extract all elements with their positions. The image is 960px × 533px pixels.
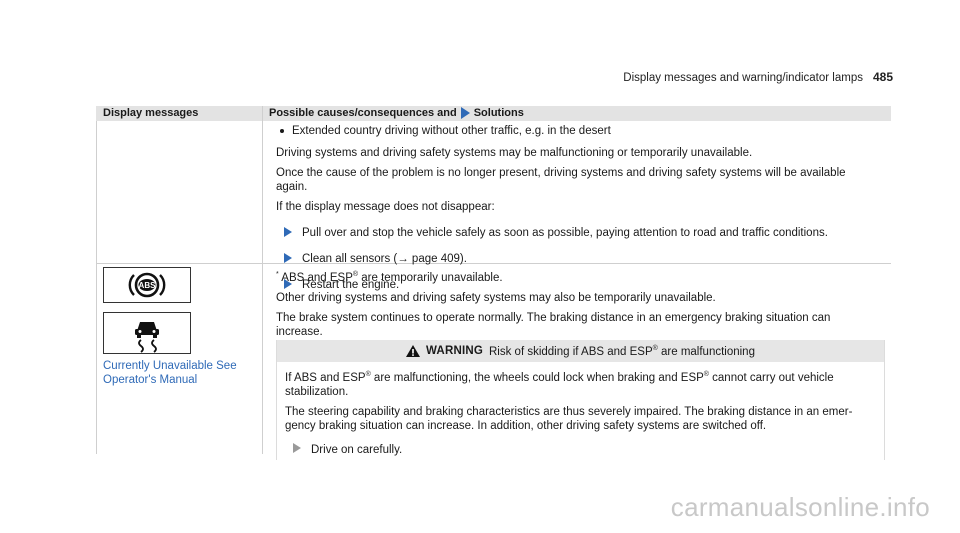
row2-line-1-a: ABS and ESP — [281, 271, 353, 284]
registered-mark: ® — [352, 271, 359, 278]
warning-p1-c: cannot carry out vehicle — [708, 371, 834, 384]
action-step — [284, 252, 881, 266]
warning-heading — [489, 345, 755, 358]
running-head — [623, 70, 893, 84]
row1-paragraph-2-line2: again. — [276, 181, 308, 193]
registered-mark: ® — [365, 371, 371, 378]
column-divider — [262, 106, 263, 454]
warning-box — [276, 340, 885, 460]
warning-paragraph-1 — [285, 368, 877, 399]
abs-lamp-graphic — [104, 268, 190, 302]
page-number: 485 — [872, 70, 893, 84]
bullet-icon — [280, 129, 284, 133]
warning-header — [277, 340, 884, 362]
registered-mark: ® — [652, 344, 658, 352]
row1-paragraph-2 — [276, 166, 881, 194]
row2-line-1 — [276, 268, 881, 285]
action-arrow-icon — [284, 227, 292, 237]
display-message-line2: Operator's Manual — [103, 374, 198, 386]
messages-table — [96, 106, 891, 454]
row2-paragraph-1: Other driving systems and driving safety systems may also be temporarily unavailable. — [276, 291, 716, 304]
esp-skid-lamp-icon — [103, 312, 191, 354]
watermark: carmanualsonline.info — [670, 492, 930, 522]
footnote-star: * — [276, 271, 279, 278]
warning-heading-a: Risk of skidding if ABS and ESP — [489, 345, 653, 358]
row1-bullet-text: Extended country driving without other traffic, e.g. in the desert — [292, 125, 611, 137]
display-message — [103, 359, 253, 387]
warning-p2-line2: gency braking situation can increase. In addition, other driving safety systems are switched off. — [285, 419, 767, 432]
warning-heading-b: are malfunctioning — [657, 345, 755, 358]
action-step — [284, 226, 881, 240]
warning-p2-line1: The steering capability and braking characteristics are thus severely impaired. The braking distance in an emer- — [285, 405, 853, 418]
svg-text:ABS: ABS — [138, 281, 156, 290]
action-step-text: Restart the engine. — [302, 279, 400, 291]
warning-title: WARNING — [426, 345, 483, 357]
action-arrow-icon — [293, 443, 301, 453]
action-step-text: Pull over and stop the vehicle safely as soon as possible, paying attention to road and traffic conditions. — [302, 227, 828, 239]
warning-action-step — [293, 443, 877, 457]
action-arrow-icon — [284, 253, 292, 263]
col-header-display-messages: Display messages — [103, 107, 199, 119]
display-message-line1: Currently Unavailable See — [103, 360, 237, 372]
row2-content — [276, 268, 881, 339]
col-header-causes-label: Possible causes/consequences and — [269, 107, 457, 119]
running-head-title: Display messages and warning/indicator lamps — [623, 72, 863, 84]
col-header-causes — [269, 107, 524, 119]
warning-body — [285, 368, 877, 457]
warning-paragraph-2 — [285, 405, 877, 433]
row2-paragraph-2-line1: The brake system continues to operate normally. The braking distance in an emergency braking situation can — [276, 311, 831, 324]
warning-action-text: Drive on carefully. — [311, 443, 403, 456]
row1-paragraph-1: Driving systems and driving safety systems may be malfunctioning or temporarily unavailable. — [276, 147, 753, 159]
warning-triangle-icon — [406, 345, 420, 357]
abs-warning-lamp-icon — [103, 267, 191, 303]
row1-paragraph-3: If the display message does not disappear: — [276, 201, 495, 213]
warning-p1-a: If ABS and ESP — [285, 371, 366, 384]
row1-paragraph-2-line1: Once the cause of the problem is no longer present, driving systems and driving safety systems will be available — [276, 167, 846, 179]
warning-p1-line2: stabilization. — [285, 385, 349, 398]
table-header — [96, 106, 891, 121]
action-step-text: Clean all sensors (→ page 409). — [302, 253, 467, 265]
table-left-border — [96, 121, 97, 454]
row2-paragraph-2-line2: increase. — [276, 325, 323, 338]
list-item — [276, 124, 881, 138]
solutions-arrow-icon — [461, 107, 470, 119]
row1-content — [276, 124, 881, 292]
esp-lamp-graphic — [104, 313, 190, 353]
row2-line-1-b: are temporarily unavailable. — [358, 271, 503, 284]
warning-p1-b: are malfunctioning, the wheels could lock when braking and ESP — [370, 371, 704, 384]
col-header-solutions-label: Solutions — [473, 107, 524, 119]
registered-mark: ® — [703, 371, 709, 378]
row2-paragraph-2 — [276, 311, 881, 339]
